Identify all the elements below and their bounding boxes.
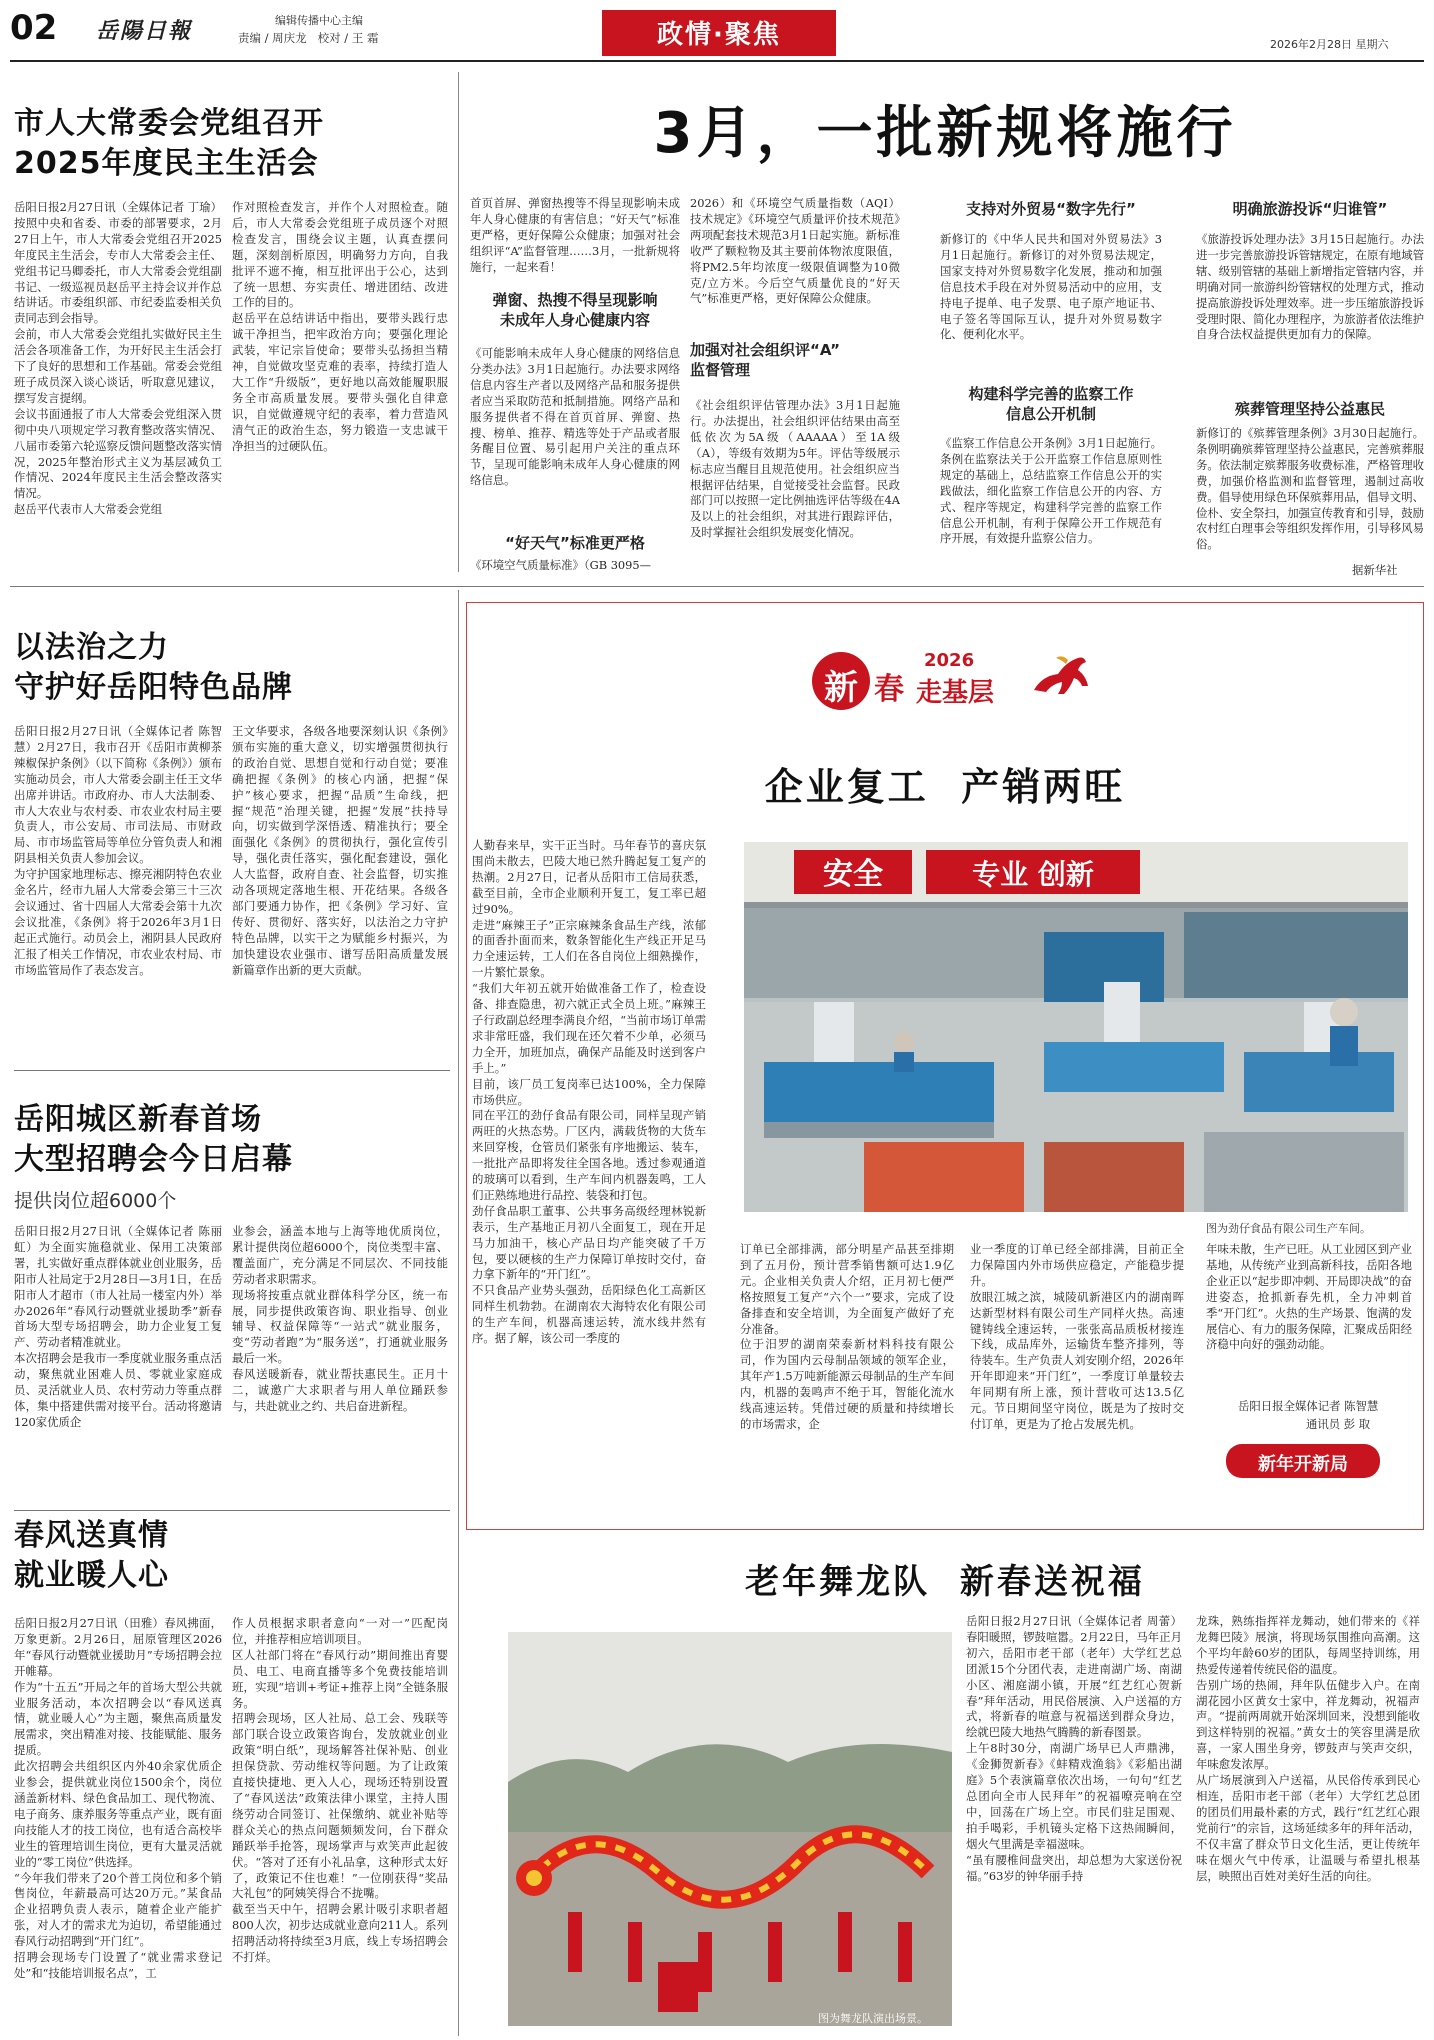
rules-source: 据新华社 — [1352, 563, 1398, 577]
headline-law: 以法治之力 守护好岳阳特色品牌 — [14, 630, 293, 705]
factory-col1: 人勤春来早，实干正当时。马年春节的喜庆氛围尚未散去，巴陵大地已然升腾起复工复产的热潮。2月27日，记者从岳阳市工信局获悉，截至目前，全市企业顺利开复工，复工率已超过90%。 走进“麻辣王子”正宗麻辣条食品生产线，浓郁的面香扑面而来，数条智能化生产线正开足马力全速运转，工人们在各自岗位上细熟操作，一片繁忙景象。 “我们大年初五就开始做准备工作了，检查设备、排查隐患，初六就正式全员上班。”麻辣王子行政副总经理李满良介绍，“当前市场订单需求非常旺盛，我们现在还欠着不少单，必须马力全开，加班加点，确保产品能及时送到客户手上。” 目前，该厂员工复岗率已达100%，全力保障市场供应。 同在平江的劲仔食品有限公司，同样呈现产销两旺的火热态势。厂区内，满载货物的大货车来回穿梭，仓管员们紧张有序地搬运、装车，一批批产品即将发往全国各地。透过参观通道的玻璃可以看到，生产车间内机器轰鸣，工人们正熟练地进行品控、装袋和打包。 劲仔食品职工董事、公共事务高级经理林锐新表示，生产基地正月初八全面复工，现在开足马力加油干，核心产品日均产能突破了千万包，要以硬核的生产力保障订单按时交付，奋力拿下新年的“开门红”。 不只食品产业势头强劲，岳阳绿色化工高新区同样生机勃勃。在湖南农大海特农化有限公司的生产车间，机器高速运转，流水线井然有序。据了解，该公司一季度的 — [472, 838, 706, 1346]
column-divider-2 — [458, 590, 459, 2036]
section-divider — [10, 586, 1424, 587]
law-col2: 王文华要求，各级各地要深刻认识《条例》颁布实施的重大意义，切实增强贯彻执行的政治自觉、思想自觉和行动自觉；要准确把握《条例》的核心内涵，把握“保护”核心要求，把握“品质”生命线，把握“规范”治理关键，把握“发展”扶持导向，切实做到学深悟透、精准执行；要全面强化《条例》的贯彻执行，强化宣传引导，强化责任落实，强化配套建设，强化人大监督，政府自查、社会监督，切实推动各项规定落地生根、开花结果。各级各部门要通力协作，把《条例》学习好、宣传好、贯彻好、落实好，以法治之力守护特色品牌，以实干之为赋能乡村振兴，为加快建设农业强市、谱写岳阳高质量发展新篇章作出新的更大贡献。 — [232, 724, 448, 977]
dragon-caption: 图为舞龙队演出场景。 — [818, 2012, 928, 2025]
law-col1: 岳阳日报2月27日讯（全媒体记者 陈智慧）2月27日，我市召开《岳阳市黄柳茶辣椒保护条例》（以下简称《条例》）颁布实施动员会，市人大常委会副主任王文华出席并讲话。市政府办、市人大法制委、市人大农业与农村委、市农业农村局主要负责人，市公安局、市司法局、市财政局、市市场监管局等单位分管负责人和湘阴县相关负责人参加会议。 为守护国家地理标志、擦亮湘阴特色农业金名片，经市九届人大常委会第三十三次会议通过、省十四届人大常委会第十九次会议批准，《条例》将于2026年3月1日起正式施行。动员会上，湘阴县人民政府汇报了相关工作情况，市农业农村局、市市场监管局作了表态发言。 — [14, 724, 222, 977]
rules-col4-body: 新修订的《殡葬管理条例》3月30日起施行。条例明确殡葬管理坚持公益惠民，完善殡葬服务。依法制定殡葬服务收费标准，严格管理收费，加强价格监测和监督管理，遏制过高收费。倡导使用绿色环保殡葬用品，倡导文明、俭朴、安全祭扫，加强宣传教育和引导，鼓励农村红白理事会等组织发挥作用，引导移风易俗。 — [1196, 426, 1424, 552]
banner-year: 2026 — [924, 650, 975, 671]
headline-dragon: 老年舞龙队 新春送祝福 — [745, 1562, 1145, 1602]
dragon-photo — [508, 1632, 952, 2026]
rules-sub-trade: 支持对外贸易“数字先行” — [966, 200, 1136, 218]
headline-spring: 春风送真情 就业暖人心 — [14, 1518, 169, 1593]
rules-col1: 首页首屏、弹窗热搜等不得呈现影响未成年人身心健康的有害信息；“好天气”标准更严格，更好保障公众健康；加强对社会组织评“A”监督管理……3月，一批新规将施行，一起来看！ — [470, 196, 680, 274]
rules-sub-tourism: 明确旅游投诉“归谁管” — [1232, 200, 1388, 218]
section-title: 政情·聚焦 — [657, 20, 781, 50]
paper-name-logo: 岳陽日報 — [96, 18, 193, 44]
npc-col2: 作对照检查发言，并作个人对照检查。随后，市人大常委会党组班子成员逐个对照检查发言，围绕会议主题，认真查摆问题，深刻剖析原因，明确努力方向，自我批评不遮不掩，相互批评出于公心，达到了统一思想、夯实责任、增进团结、改进工作的目的。 赵岳平在总结讲话中指出，要带头践行忠诚干净担当，把牢政治方向；要强化理论武装，牢记宗旨使命；要带头弘扬担当精神，自觉做攻坚克难的表率，持续打造人大工作“升级版”，更好地以高效能履职服务全市高质量发展。要带头强化自律意识，自觉做遵规守纪的表率，着力营造风清气正的政治生态，努力锻造一支忠诚干净担当的过硬队伍。 — [232, 200, 448, 453]
rules-sub-supervision: 构建科学完善的监察工作 信息公开机制 — [968, 385, 1134, 423]
factory-sign-safety: 安全 — [823, 857, 883, 892]
headline-npc: 市人大常委会党组召开 2025年度民主生活会 — [14, 106, 324, 181]
new-year-badge-text: 新年开新局 — [1258, 1454, 1348, 1475]
staff-line: 责编 / 周庆龙 校对 / 王 霜 — [238, 31, 379, 45]
factory-photo — [744, 842, 1408, 1212]
banner-text: 走基层 — [916, 678, 995, 708]
banner-chun: 春 — [874, 672, 904, 707]
headline-factory: 企业复工 产销两旺 — [764, 765, 1126, 809]
jobs-col1: 岳阳日报2月27日讯（全媒体记者 陈丽虹）为全面实施稳就业、保用工决策部署，扎实做好重点群体就业创业服务，岳阳市人社局定于2月28日—3月1日，在岳阳市人才超市（市人社局一楼室内外）举办2026年“春风行动暨就业援助季”新春首场大型专场招聘会，助力企业复工复产、劳动者精准就业。 本次招聘会是我市一季度就业服务重点活动，聚焦就业困难人员、零就业家庭成员、灵活就业人员、农村劳动力等重点群体，集中搭建供需对接平台。活动将邀请120家优质企 — [14, 1224, 222, 1429]
banner-xin: 新 — [824, 668, 858, 708]
dragon-col1: 岳阳日报2月27日讯（全媒体记者 周蕾）春阳暖照，锣鼓喧嚣。2月22日，马年正月初六，岳阳市老干部（老年）大学红艺总团派15个分团代表，走进南湖广场、南湖小区、湘庭湖小镇，开展“红艺红心贺新春”拜年活动，用民俗展演、入户送福的方式，将新春的喧意与祝福送到群众身边，绘就巴陵大地热气腾腾的新春图景。 上午8时30分，南湖广场早已人声鼎沸，《金狮贺新春》《蚌精戏渔翁》《彩船出湖庭》5个表演篇章依次出场，一句句“红艺总团向全市人民拜年”的祝福嘹亮响在空中，回荡在广场上空。市民们驻足围观、拍手喝彩，手机镜头定格下这热闹瞬间，烟火气里满是幸福滋味。 “虽有腰椎间盘突出，却总想为大家送份祝福。”63岁的钟华丽手持 — [966, 1614, 1182, 1883]
factory-byline-correspondent: 通讯员 彭 取 — [1306, 1417, 1371, 1431]
rules-sub-popup: 弹窗、热搜不得呈现影响 未成年人身心健康内容 — [492, 291, 658, 329]
left-divider-2 — [14, 1510, 450, 1511]
factory-caption: 图为劲仔食品有限公司生产车间。 — [1206, 1222, 1371, 1235]
factory-col2: 订单已全部排满，部分明星产品甚至排期到了五月份，预计营季销售额可达1.9亿元。企业相关负责人介绍，正月初七便严格按照复工复产“六个一”要求，完成了设备排查和安全培训，为全面复产做好了充分准备。 位于汨罗的湖南荣泰新材料科技有限公司，作为国内云母制品领域的领军企业，其年产1.5万吨新能源云母制品的生产车间内，机器的轰鸣声不绝于耳，智能化流水线高速运转。凭借过硬的质量和持续增长的市场需求，企 — [740, 1242, 954, 1431]
rules-col1-tail: 《环境空气质量标准》（GB 3095— — [470, 558, 652, 572]
rules-sub-funeral: 殡葬管理坚持公益惠民 — [1234, 400, 1385, 418]
factory-byline-reporter: 岳阳日报全媒体记者 陈智慧 — [1238, 1399, 1379, 1413]
jobs-col2: 业参会，涵盖本地与上海等地优质岗位，累计提供岗位超6000个，岗位类型丰富、覆盖面广，充分满足不同层次、不同技能劳动者求职需求。 现场将按重点就业群体科学分区，统一布展，同步提供政策咨询、职业指导、创业辅导、权益保障等“一站式”就业服务，变“劳动者跑”为“服务送”，打通就业服务最后一米。 春风送暖新春，就业帮扶惠民生。正月十二，诚邀广大求职者与用人单位踊跃参与，共赴就业之约、共启奋进新程。 — [232, 1224, 448, 1413]
headline-jobs: 岳阳城区新春首场 大型招聘会今日启幕 — [14, 1102, 293, 1177]
headline-rules: 3月，一批新规将施行 — [653, 101, 1237, 166]
jobs-subhead: 提供岗位超6000个 — [14, 1190, 177, 1212]
horse-icon — [1028, 650, 1096, 706]
spring-col1: 岳阳日报2月27日讯（田雅）春风拂面，万象更新。2月26日，屈原管理区2026年“春风行动暨就业援助月”专场招聘会拉开帷幕。 作为“十五五”开局之年的首场大型公共就业服务活动，本次招聘会以“春风送真情，就业暖人心”为主题，聚焦高质量发展需求，突出精准对接、技能赋能、服务提质。 此次招聘会共组织区内外40余家优质企业参会，提供就业岗位1500余个，岗位涵盖新材料、绿色食品加工、现代物流、电子商务、康养服务等重点产业，既有面向技能人才的技工岗位，也有适合高校毕业生的管理培训生岗位，更有大量灵活就业的“零工岗位”供选择。 “今年我们带来了20个普工岗位和多个销售岗位，年薪最高可达20万元。”某食品企业招聘负责人表示，随着企业产能扩张，对人才的需求尤为迫切，希望能通过春风行动招聘到“开门红”。 招聘会现场专门设置了“就业需求登记处”和“技能培训报名点”，工 — [14, 1616, 222, 1980]
rules-col3: 新修订的《中华人民共和国对外贸易法》3月1日起施行。新修订的对外贸易法规定，国家支持对外贸易数字化发展，推动和加强信息技术手段在对外贸易活动中的应用，支持电子提单、电子发票、电子原产地证书、电子签名等国际互认，提升对外贸易数字化、便利化水平。 — [940, 232, 1162, 342]
spring-col2: 作人员根据求职者意向“一对一”匹配岗位，并推荐相应培训项目。 区人社部门将在“春风行动”期间推出育婴员、电工、电商直播等多个免费技能培训班，实现“培训+考证+推荐上岗”全链条服务。 招聘会现场，区人社局、总工会、残联等部门联合设立政策咨询台，发放就业创业政策“明白纸”，现场解答社保补贴、创业担保贷款、劳动维权等问题。为了让政策直接快捷地、更入人心，现场还特别设置了“春风送法”政策法律小课堂，主持人围绕劳动合同签订、社保缴纳、就业补贴等群众关心的热点问题频频发问，台下群众踊跃举手抢答，现场掌声与欢笑声此起彼伏。“答对了还有小礼品拿，这种形式太好了，政策记不住也难！”一位刚获得“奖品大礼包”的阿姨笑得合不拢嘴。 截至当天中午，招聘会累计吸引求职者超800人次，初步达成就业意向211人。系列招聘活动将持续至3月底，线上专场招聘会不打烊。 — [232, 1616, 448, 1965]
page-number: 02 — [10, 8, 58, 48]
rules-col3-body: 《监察工作信息公开条例》3月1日起施行。条例在监察法关于公开监察工作信息原则性规定的基础上，总结监察工作信息公开的实践做法，细化监察工作信息公开的内容、方式、程序等规定，构建科学完善的监察工作信息公开机制，有利于保障公开工作规范有序开展，有效提升监察公信力。 — [940, 436, 1162, 546]
left-divider-1 — [14, 1070, 450, 1071]
npc-col1: 岳阳日报2月27日讯（全媒体记者 丁瑜）按照中央和省委、市委的部署要求，2月27日上午，市人大常委会党组召开2025年度民主生活会，专市人大常委会主任、党组书记马卿委托，市人大常委会党组副书记、一级巡视员赵岳平主持会议并作总结讲话。市委组织部、市纪委监委相关负责同志到会指导。 会前，市人大常委会党组扎实做好民主生活会各项准备工作，为开好民主生活会打下了良好的思想和工作基础。常委会党组班子成员深入谈心谈话，听取意见建议，摆写发言提纲。 会议书面通报了市人大常委会党组深入贯彻中央八项规定学习教育整改落实情况、八届市委第六轮巡察反馈问题整改落实情况，2025年整治形式主义为基层减负工作情况、2024年度民主生活会整改落实情况。 赵岳平代表市人大常委会党组 — [14, 200, 222, 517]
issue-date: 2026年2月28日 星期六 — [1270, 38, 1389, 51]
column-divider — [458, 72, 459, 572]
rules-col1-body: 《可能影响未成年人身心健康的网络信息分类办法》3月1日起施行。办法要求网络信息内容生产者以及网络产品和服务提供者应当采取防范和抵制措施。网络产品和服务提供者不得在首页首屏、弹窗、热搜、榜单、推荐、精选等处于产品或者服务醒目位置、易引起用户关注的重点环节，呈现可能影响未成年人身心健康的网络信息。 — [470, 346, 680, 488]
rules-sub-airquality: “好天气”标准更严格 — [505, 534, 645, 552]
masthead-rule — [10, 60, 1424, 62]
rules-sub-social: 加强对社会组织评“A” 监督管理 — [690, 341, 840, 379]
dragon-col2: 龙珠，熟练指挥祥龙舞动，她们带来的《祥龙舞巴陵》展演，将现场氛围推向高潮。这个平均年龄60岁的团队，每周坚持训练，用热爱传递着传统民俗的温度。 告别广场的热闹，拜年队伍健步入户。在南湖花园小区黄女士家中，祥龙舞动，祝福声声。“提前两周就开始深圳回来，没想到能收到这样特别的祝福。”黄女士的笑容里满是欣喜，一家人围坐身旁，锣鼓声与笑声交织，年味愈发浓厚。 从广场展演到入户送福，从民俗传承到民心相连，岳阳市老干部（老年）大学红艺总团的团员们用最朴素的方式，践行“红艺红心跟党前行”的宗旨，这场延续多年的拜年活动，不仅丰富了群众节日文化生活，更让传统年味在烟火气中传承，让温暖与希望扎根基层，映照出百姓对美好生活的向往。 — [1196, 1614, 1420, 1883]
rules-col2: 2026）和《环境空气质量指数（AQI）技术规定》《环境空气质量评价技术规范》两项配套技术规范3月1日起实施。新标准收严了颗粒物及其主要前体物浓度限值，将PM2.5年均浓度一级限值调整为10微克/立方米。今后空气质量优良的“好天气”标准更严格，更好保障公众健康。 — [690, 196, 900, 306]
editor-line: 编辑传播中心主编 — [275, 14, 363, 27]
factory-col3: 业一季度的订单已经全部排满，目前正全力保障国内外市场供应稳定，产能稳步提升。 放眼江城之滨，城陵矶新港区内的湖南晖达新型材料有限公司生产同样火热。高速键铸线全速运转，一张张高品质板材接连下线，成品库外，运输货车整齐排列，等待装车。生产负责人刘安刚介绍，2026年开年即迎来“开门红”，一季度订单量较去年同期有所上涨，预计营收可达13.5亿元。节日期间坚守岗位，既是为了按时交付订单，更是为了抢占发展先机。 — [970, 1242, 1184, 1431]
factory-sign-innovation: 专业 创新 — [972, 858, 1094, 891]
factory-col4: 年味未散，生产已旺。从工业园区到产业基地，从传统产业到高新科技，岳阳各地企业正以“起步即冲刺、开局即决战”的奋进姿态，抢抓新春先机，全力冲刺首季“开门红”。火热的生产场景、饱满的发展信心、有力的服务保障，汇聚成岳阳经济稳中向好的强劲动能。 — [1206, 1242, 1412, 1352]
masthead — [0, 0, 1434, 62]
rules-col2-body: 《社会组织评估管理办法》3月1日起施行。办法提出，社会组织评估结果由高至低依次为5A级（AAAAA）至1A级（A），等级有效期为5年。评估等级展示标志应当醒目且规范使用。社会组织应当根据评估结果，自觉接受社会监督。民政部门可以按照一定比例抽选评估等级在4A及以上的社会组织，对其进行跟踪评估，及时掌握社会组织发展变化情况。 — [690, 398, 900, 540]
rules-col4: 《旅游投诉处理办法》3月15日起施行。办法进一步完善旅游投诉管辖规定，在原有地域管辖、级别管辖的基础上新增指定管辖内容，并明确对同一旅游纠纷管辖权的处理方式，推动提高旅游投诉处理效率。进一步压缩旅游投诉受理时限、简化办理程序，为旅游者依法维护自身合法权益提供更加有力的保障。 — [1196, 232, 1424, 342]
